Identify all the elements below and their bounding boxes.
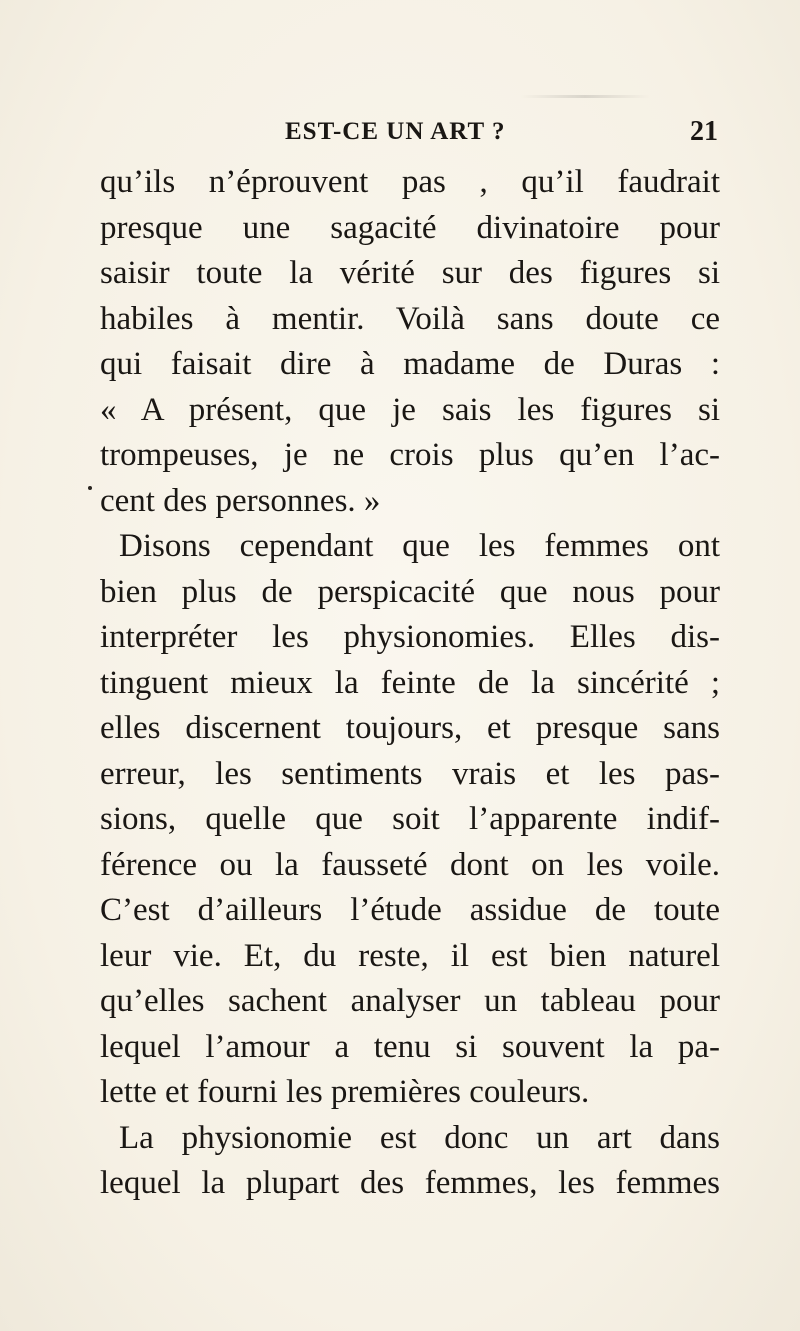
running-title: EST-CE UN ART ? [285,118,506,145]
text-line: lette et fourni les premières couleurs. [100,1074,590,1110]
text-line: C’est d’ailleurs l’étude assidue de toute [100,892,720,928]
page-number: 21 [690,116,718,147]
text-line: erreur, les sentiments vrais et les pas- [100,755,720,792]
text-line: férence ou la fausseté dont on les voile. [100,846,720,883]
scan-shadow [520,95,650,98]
text-line: La physionomie est donc un art dans [119,1119,720,1156]
text-line: qu’elles sachent analyser un tableau pour [100,983,720,1019]
text-line: Disons cependant que les femmes ont [119,528,720,564]
text-line: lequel l’amour a tenu si souvent la pa- [100,1028,720,1065]
text-line: lequel la plupart des femmes, les femmes [100,1165,720,1201]
ink-speck [88,486,92,490]
body-text [100,160,720,1207]
text-line: cent des personnes. » [100,482,381,519]
text-line: leur vie. Et, du reste, il est bien naturel [100,937,720,974]
text-line: « A présent, que je sais les figures si [100,391,720,428]
text-line: sions, quelle que soit l’apparente indif- [100,801,720,837]
page-header [0,118,800,158]
text-line: presque une sagacité divinatoire pour [100,209,720,246]
text-line: trompeuses, je ne crois plus qu’en l’ac- [100,437,720,473]
text-line: qu’ils n’éprouvent pas , qu’il faudrait [100,164,720,200]
text-line: qui faisait dire à madame de Duras : [100,346,720,382]
text-line: saisir toute la vérité sur des figures si [100,255,720,291]
text-line: tinguent mieux la feinte de la sincérité ; [100,664,720,701]
text-line: interpréter les physionomies. Elles dis- [100,619,720,655]
text-line: elles discernent toujours, et presque sans [100,710,720,746]
text-line: habiles à mentir. Voilà sans doute ce [100,300,720,337]
text-line: bien plus de perspicacité que nous pour [100,573,720,610]
